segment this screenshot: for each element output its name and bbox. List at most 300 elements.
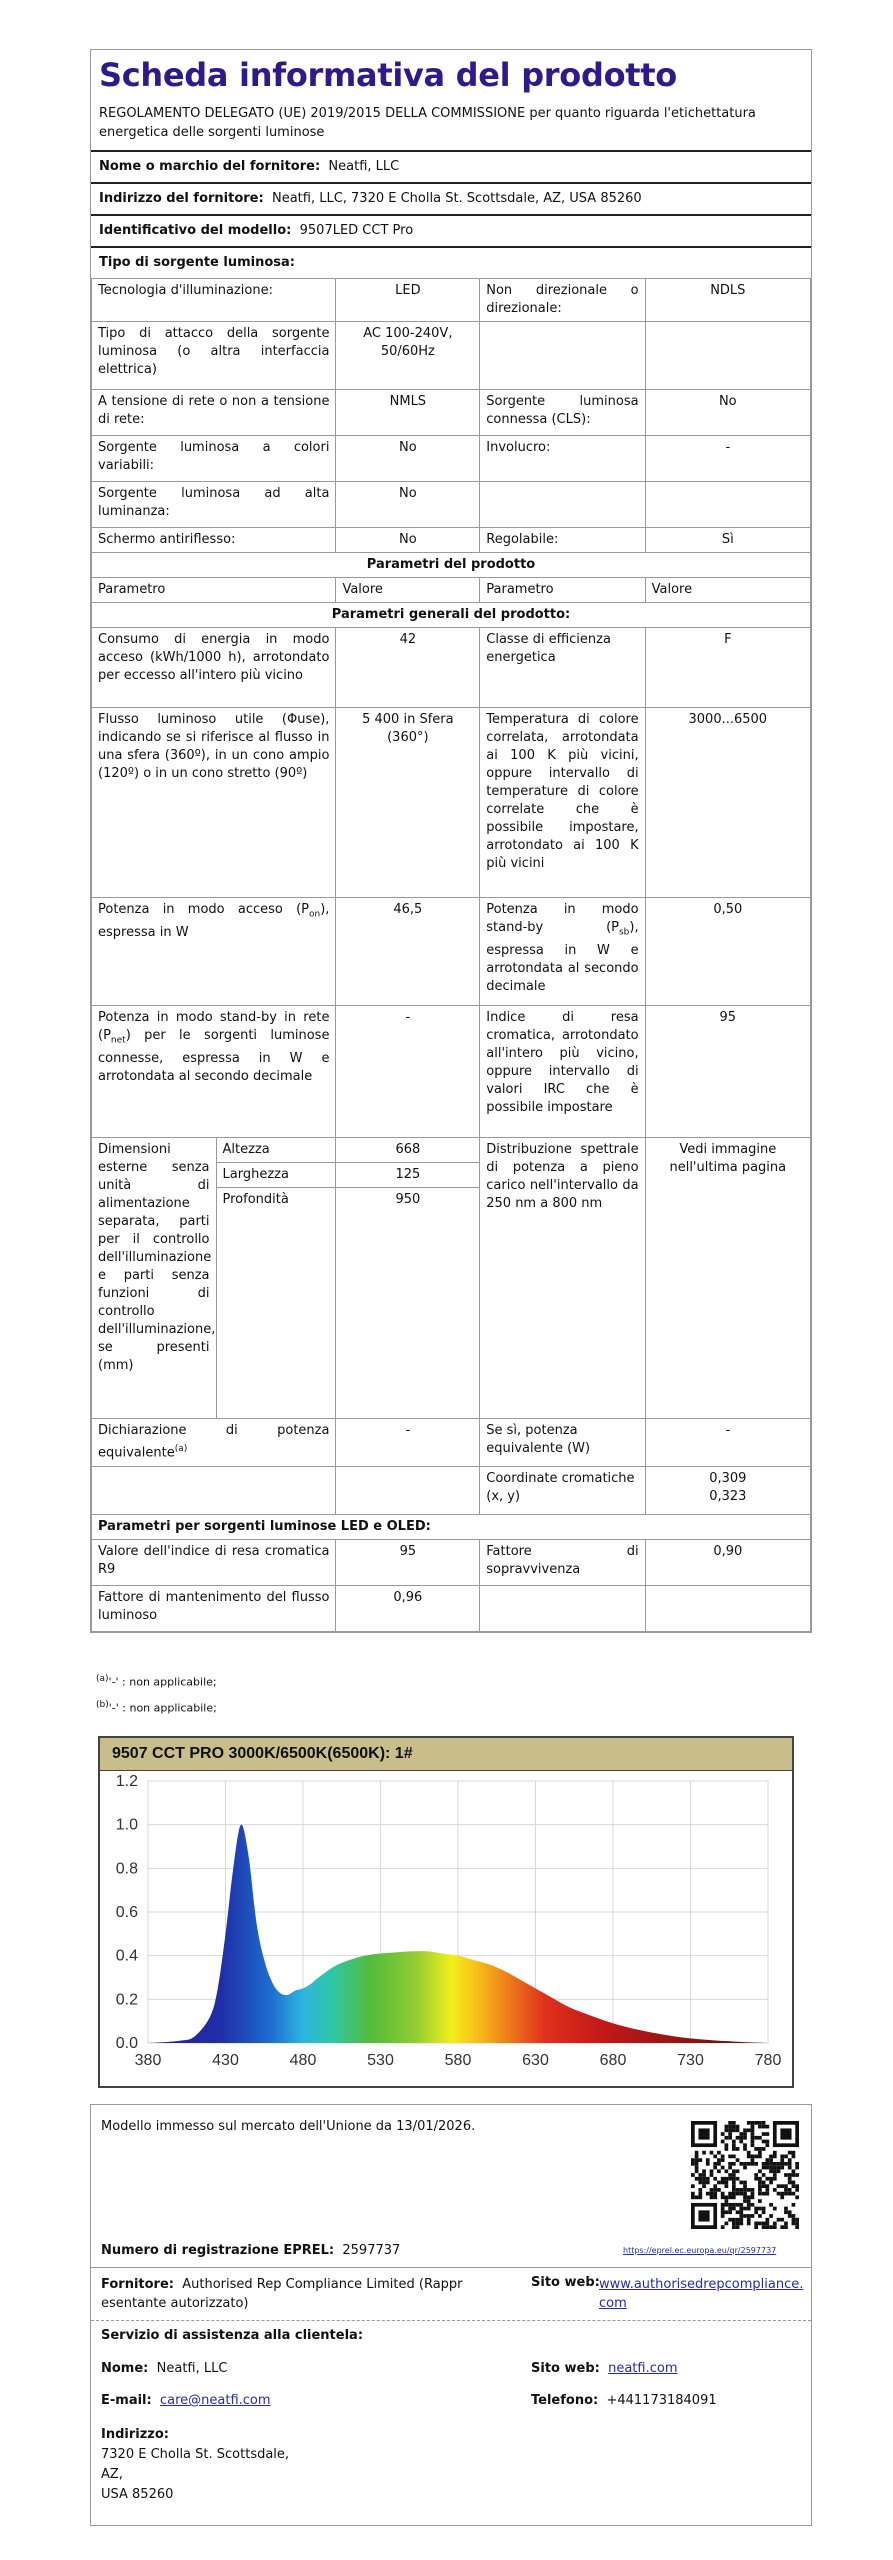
qr-module bbox=[792, 2214, 796, 2218]
qr-module bbox=[765, 2225, 769, 2229]
qr-module bbox=[721, 2155, 725, 2159]
qr-module bbox=[788, 2162, 792, 2166]
spectrum-chart-box bbox=[98, 1736, 794, 2088]
standby-power-text-a: Potenza in modo stand-by (P bbox=[486, 902, 639, 935]
footnote-a-mark: (a) bbox=[96, 1674, 109, 1684]
qr-module bbox=[777, 2166, 781, 2170]
qr-module bbox=[713, 2177, 717, 2181]
service-phone-label: Telefono: bbox=[531, 2393, 599, 2408]
qr-module bbox=[728, 2166, 732, 2170]
qr-module bbox=[765, 2143, 769, 2147]
qr-module bbox=[751, 2214, 755, 2218]
qr-module bbox=[736, 2125, 740, 2129]
model-id-label: Identificativo del modello: bbox=[99, 223, 292, 238]
qr-module bbox=[788, 2181, 792, 2185]
y-tick-label: 1.2 bbox=[115, 1773, 138, 1790]
qr-module bbox=[792, 2192, 796, 2196]
qr-module bbox=[758, 2147, 762, 2151]
eprel-qr-link[interactable]: https://eprel.ec.europa.eu/qr/2597737 bbox=[623, 2246, 777, 2255]
source-label-1: Tipo di attacco della sorgente luminosa (o altra interfaccia elettrica) bbox=[92, 322, 336, 390]
qr-module bbox=[769, 2214, 773, 2218]
x-tick-label: 730 bbox=[677, 2052, 704, 2069]
width-label: Larghezza bbox=[216, 1163, 335, 1188]
qr-module bbox=[758, 2207, 762, 2211]
spectrum-chart bbox=[100, 1771, 788, 2083]
equivalent-power-value: - bbox=[336, 1419, 480, 1467]
qr-module bbox=[758, 2181, 762, 2185]
qr-module bbox=[695, 2169, 699, 2173]
qr-module bbox=[769, 2158, 773, 2162]
qr-module bbox=[702, 2177, 706, 2181]
qr-module bbox=[721, 2214, 725, 2218]
qr-module bbox=[758, 2177, 762, 2181]
chromaticity-label: Coordinate cromatiche (x, y) bbox=[480, 1467, 645, 1515]
qr-module bbox=[751, 2121, 755, 2125]
qr-module bbox=[743, 2195, 747, 2199]
qr-module bbox=[728, 2177, 732, 2181]
footnote-b bbox=[96, 1694, 217, 1720]
service-email-link[interactable]: care@neatfi.com bbox=[159, 2393, 271, 2408]
eprel-registration bbox=[101, 2243, 400, 2258]
qr-module bbox=[795, 2166, 799, 2170]
qr-module bbox=[710, 2192, 714, 2196]
qr-module bbox=[773, 2207, 777, 2211]
qr-module bbox=[702, 2169, 706, 2173]
depth-label: Profondità bbox=[222, 1192, 289, 1207]
qr-module bbox=[725, 2147, 729, 2151]
qr-module bbox=[732, 2121, 736, 2125]
dimensions-cell bbox=[92, 1138, 336, 1419]
dimensions-inner-table bbox=[92, 1138, 335, 1418]
qr-module bbox=[713, 2188, 717, 2192]
qr-module bbox=[695, 2158, 699, 2162]
standby-power-label bbox=[480, 898, 645, 1006]
supplier-name-value: Neatfi, LLC bbox=[328, 159, 400, 174]
survival-factor-value: 0,90 bbox=[645, 1540, 810, 1586]
qr-module bbox=[732, 2225, 736, 2229]
qr-module bbox=[754, 2155, 758, 2159]
col-header-value-2: Valore bbox=[645, 578, 810, 603]
qr-module bbox=[784, 2192, 788, 2196]
qr-module bbox=[754, 2210, 758, 2214]
supplier-address-value: Neatfi, LLC, 7320 E Cholla St. Scottsdale, AZ, USA 85260 bbox=[271, 191, 642, 206]
eprel-label bbox=[90, 2104, 812, 2526]
source-type-rows bbox=[92, 279, 811, 553]
qr-module bbox=[732, 2207, 736, 2211]
qr-module bbox=[777, 2169, 781, 2173]
source-type-row bbox=[92, 436, 811, 482]
qr-module bbox=[743, 2199, 747, 2203]
qr-module bbox=[725, 2128, 729, 2132]
qr-module bbox=[736, 2169, 740, 2173]
service-phone-row bbox=[531, 2393, 717, 2408]
on-mode-power-label bbox=[92, 898, 336, 1006]
qr-module bbox=[765, 2192, 769, 2196]
qr-module bbox=[762, 2184, 766, 2188]
source-value-1: No bbox=[336, 436, 480, 482]
qr-module bbox=[736, 2177, 740, 2181]
qr-module bbox=[721, 2195, 725, 2199]
qr-module bbox=[732, 2188, 736, 2192]
service-name-label: Nome: bbox=[101, 2361, 149, 2376]
qr-module bbox=[788, 2188, 792, 2192]
qr-module bbox=[751, 2128, 755, 2132]
qr-module bbox=[691, 2192, 695, 2196]
qr-module bbox=[739, 2218, 743, 2222]
qr-module bbox=[721, 2181, 725, 2185]
qr-module bbox=[762, 2173, 766, 2177]
qr-module bbox=[747, 2214, 751, 2218]
standby-power-text-b: ), espressa in W e arrotondata al secondo decimale bbox=[486, 920, 639, 994]
service-web-label: Sito web: bbox=[531, 2361, 600, 2376]
source-type-row bbox=[92, 390, 811, 436]
qr-module bbox=[739, 2136, 743, 2140]
qr-module bbox=[762, 2222, 766, 2226]
qr-module bbox=[762, 2210, 766, 2214]
standby-power-sub: sb bbox=[618, 927, 630, 938]
chromaticity-y: 0,323 bbox=[709, 1489, 747, 1504]
qr-module bbox=[773, 2166, 777, 2170]
flux-maintenance-label: Fattore di mantenimento del flusso luminoso bbox=[92, 1586, 336, 1632]
qr-module bbox=[751, 2136, 755, 2140]
qr-module bbox=[725, 2125, 729, 2129]
qr-module bbox=[751, 2162, 755, 2166]
y-tick-labels bbox=[116, 1773, 138, 2052]
qr-module bbox=[758, 2184, 762, 2188]
qr-module bbox=[717, 2181, 721, 2185]
qr-module bbox=[743, 2132, 747, 2136]
qr-module bbox=[780, 2155, 784, 2159]
source-label-2: Sorgente luminosa connessa (CLS): bbox=[480, 390, 645, 436]
market-date-text: Modello immesso sul mercato dell'Unione da 13/01/2026. bbox=[101, 2119, 476, 2134]
authorised-rep-web-label-text: Sito web: bbox=[531, 2275, 600, 2290]
qr-module bbox=[792, 2173, 796, 2177]
y-tick-label: 0.4 bbox=[115, 1947, 138, 1965]
qr-module bbox=[747, 2188, 751, 2192]
qr-module bbox=[717, 2158, 721, 2162]
footnote-a bbox=[96, 1668, 217, 1694]
qr-module bbox=[732, 2140, 736, 2144]
qr-module bbox=[773, 2177, 777, 2181]
qr-module bbox=[728, 2132, 732, 2136]
qr-module bbox=[754, 2162, 758, 2166]
qr-module bbox=[743, 2181, 747, 2185]
qr-module bbox=[732, 2184, 736, 2188]
source-label-2 bbox=[480, 322, 645, 390]
qr-module bbox=[762, 2207, 766, 2211]
service-address-line-1: 7320 E Cholla St. Scottsdale, bbox=[101, 2447, 290, 2462]
source-value-2: No bbox=[645, 390, 810, 436]
source-value-2 bbox=[645, 322, 810, 390]
qr-module bbox=[780, 2184, 784, 2188]
qr-module bbox=[732, 2125, 736, 2129]
qr-module bbox=[769, 2155, 773, 2159]
qr-module bbox=[721, 2225, 725, 2229]
qr-module bbox=[743, 2184, 747, 2188]
qr-module bbox=[739, 2203, 743, 2207]
qr-module bbox=[747, 2121, 751, 2125]
general-params-heading: Parametri generali del prodotto: bbox=[92, 603, 811, 628]
qr-module bbox=[710, 2151, 714, 2155]
specs-table bbox=[91, 278, 811, 1632]
qr-module bbox=[732, 2218, 736, 2222]
qr-module bbox=[747, 2207, 751, 2211]
source-value-2: Sì bbox=[645, 528, 810, 553]
equivalent-power-text: Dichiarazione di potenza equivalente bbox=[98, 1423, 330, 1461]
network-standby-text-b: ) per le sorgenti luminose connesse, espressa in W e arrotondata al secondo decimale bbox=[98, 1028, 330, 1084]
qr-module bbox=[784, 2173, 788, 2177]
y-tick-label: 0.8 bbox=[115, 1860, 138, 1878]
authorised-rep-web-link[interactable]: www.authorisedrepcompliance.com bbox=[599, 2277, 804, 2311]
page-title: Scheda informativa del prodotto bbox=[99, 56, 677, 94]
supplier-address-row bbox=[91, 182, 811, 214]
qr-module bbox=[728, 2128, 732, 2132]
useful-flux-label: Flusso luminoso utile (Φuse), indicando se si riferisce al flusso in una sfera (360º), in un cono ampio (120º) o in un cono stretto (90º) bbox=[92, 708, 336, 898]
depth-value: 950 bbox=[395, 1192, 421, 1207]
qr-module bbox=[784, 2207, 788, 2211]
qr-module bbox=[695, 2195, 699, 2199]
qr-module bbox=[743, 2207, 747, 2211]
dimensions-values-cell bbox=[336, 1138, 480, 1419]
qr-module bbox=[739, 2188, 743, 2192]
qr-module bbox=[747, 2203, 751, 2207]
qr-module bbox=[721, 2203, 725, 2207]
qr-module bbox=[788, 2210, 792, 2214]
qr-module bbox=[702, 2151, 706, 2155]
cri-value: 95 bbox=[645, 1006, 810, 1138]
qr-module bbox=[769, 2162, 773, 2166]
qr-module bbox=[754, 2222, 758, 2226]
qr-module bbox=[747, 2195, 751, 2199]
y-tick-label: 0.2 bbox=[115, 1991, 138, 2009]
x-tick-label: 680 bbox=[599, 2052, 627, 2069]
qr-module bbox=[769, 2169, 773, 2173]
qr-module bbox=[713, 2192, 717, 2196]
qr-module bbox=[769, 2203, 773, 2207]
source-type-row bbox=[92, 322, 811, 390]
qr-module bbox=[758, 2169, 762, 2173]
qr-module bbox=[762, 2181, 766, 2185]
qr-module bbox=[762, 2125, 766, 2129]
service-phone-value: +441173184091 bbox=[606, 2393, 717, 2408]
qr-module bbox=[762, 2121, 766, 2125]
qr-module bbox=[784, 2162, 788, 2166]
qr-module bbox=[695, 2155, 699, 2159]
qr-module bbox=[739, 2214, 743, 2218]
height-label: Altezza bbox=[216, 1138, 335, 1163]
qr-module bbox=[743, 2188, 747, 2192]
authorised-rep-value: Authorised Rep Compliance Limited (Rappr esentante autorizzato) bbox=[101, 2277, 463, 2311]
r9-label: Valore dell'indice di resa cromatica R9 bbox=[92, 1540, 336, 1586]
qr-module bbox=[758, 2136, 762, 2140]
qr-module bbox=[728, 2195, 732, 2199]
qr-module bbox=[695, 2166, 699, 2170]
qr-module bbox=[717, 2162, 721, 2166]
qr-module bbox=[788, 2173, 792, 2177]
qr-module bbox=[784, 2155, 788, 2159]
qr-module bbox=[736, 2188, 740, 2192]
x-tick-label: 780 bbox=[754, 2052, 782, 2069]
source-value-1: AC 100-240V, 50/60Hz bbox=[336, 322, 480, 390]
equivalent-power-sup: (a) bbox=[174, 1444, 188, 1454]
qr-module bbox=[754, 2121, 758, 2125]
authorised-rep-label: Fornitore: bbox=[101, 2277, 174, 2292]
source-label-2: Non direzionale o direzionale: bbox=[480, 279, 645, 322]
cri-label: Indice di resa cromatica, arrotondato all'intero più vicino, oppure intervallo di valori IRC che è possibile impostare bbox=[480, 1006, 645, 1138]
qr-module bbox=[758, 2155, 762, 2159]
qr-module bbox=[725, 2143, 729, 2147]
eprel-reg-value: 2597737 bbox=[342, 2243, 401, 2258]
x-tick-label: 580 bbox=[444, 2052, 472, 2069]
qr-module bbox=[725, 2222, 729, 2226]
cct-label: Temperatura di colore correlata, arrotondata ai 100 K più vicini, oppure intervallo di temperature di colore correlate che è possibile impostare, arrotondato ai 100 K più vicini bbox=[480, 708, 645, 898]
customer-service-heading-text: Servizio di assistenza alla clientela: bbox=[101, 2328, 364, 2343]
qr-module bbox=[725, 2199, 729, 2203]
footnote-a-text: '-' : non applicabile; bbox=[108, 1675, 217, 1689]
energy-consumption-label: Consumo di energia in modo acceso (kWh/1000 h), arrotondato per eccesso all'intero più vicino bbox=[92, 628, 336, 708]
qr-module bbox=[717, 2151, 721, 2155]
col-header-param-1: Parametro bbox=[92, 578, 336, 603]
qr-module bbox=[695, 2162, 699, 2166]
service-address-label: Indirizzo: bbox=[101, 2427, 169, 2442]
qr-module bbox=[743, 2162, 747, 2166]
qr-module bbox=[762, 2166, 766, 2170]
equivalent-watt-value: - bbox=[645, 1419, 810, 1467]
qr-module bbox=[728, 2121, 732, 2125]
qr-module bbox=[747, 2222, 751, 2226]
source-value-1: No bbox=[336, 482, 480, 528]
qr-module bbox=[728, 2136, 732, 2140]
qr-module bbox=[710, 2188, 714, 2192]
qr-module bbox=[773, 2222, 777, 2226]
qr-module bbox=[751, 2143, 755, 2147]
qr-module bbox=[792, 2155, 796, 2159]
x-tick-label: 380 bbox=[134, 2052, 162, 2069]
qr-module bbox=[762, 2225, 766, 2229]
source-label-1: Tecnologia d'illuminazione: bbox=[92, 279, 336, 322]
qr-module bbox=[698, 2173, 702, 2177]
qr-module bbox=[710, 2173, 714, 2177]
source-value-2 bbox=[645, 482, 810, 528]
qr-code-icon[interactable] bbox=[691, 2121, 799, 2229]
qr-module bbox=[777, 2184, 781, 2188]
qr-module bbox=[777, 2218, 781, 2222]
qr-module bbox=[706, 2181, 710, 2185]
service-web-link[interactable]: neatfi.com bbox=[608, 2361, 678, 2376]
qr-module bbox=[725, 2203, 729, 2207]
standby-power-value: 0,50 bbox=[645, 898, 810, 1006]
qr-module bbox=[751, 2192, 755, 2196]
qr-module bbox=[728, 2155, 732, 2159]
qr-module bbox=[792, 2169, 796, 2173]
qr-module bbox=[743, 2147, 747, 2151]
height-value: 668 bbox=[336, 1138, 479, 1163]
qr-module bbox=[751, 2203, 755, 2207]
qr-module bbox=[698, 2195, 702, 2199]
efficiency-class-label: Classe di efficienza energetica bbox=[480, 628, 645, 708]
qr-module bbox=[736, 2147, 740, 2151]
qr-module bbox=[747, 2151, 751, 2155]
qr-module bbox=[758, 2199, 762, 2203]
network-standby-sub: net bbox=[110, 1035, 126, 1046]
qr-module bbox=[698, 2128, 709, 2139]
energy-consumption-value: 42 bbox=[336, 628, 480, 708]
qr-module bbox=[739, 2162, 743, 2166]
qr-module bbox=[795, 2222, 799, 2226]
qr-module bbox=[728, 2207, 732, 2211]
source-type-heading bbox=[91, 246, 811, 278]
source-value-2: - bbox=[645, 436, 810, 482]
qr-module bbox=[739, 2192, 743, 2196]
service-email-label: E-mail: bbox=[101, 2393, 152, 2408]
service-web-row bbox=[531, 2361, 677, 2376]
qr-module bbox=[713, 2184, 717, 2188]
footnote-b-mark: (b) bbox=[96, 1699, 109, 1710]
qr-module bbox=[795, 2173, 799, 2177]
qr-module bbox=[739, 2222, 743, 2226]
qr-module bbox=[754, 2136, 758, 2140]
qr-module bbox=[792, 2222, 796, 2226]
qr-module bbox=[728, 2210, 732, 2214]
qr-module bbox=[736, 2158, 740, 2162]
qr-module bbox=[792, 2181, 796, 2185]
qr-module bbox=[777, 2192, 781, 2196]
qr-module bbox=[743, 2136, 747, 2140]
qr-module bbox=[792, 2184, 796, 2188]
model-id-row bbox=[91, 214, 811, 246]
qr-module bbox=[725, 2177, 729, 2181]
chromaticity-value bbox=[645, 1467, 810, 1515]
qr-module bbox=[713, 2166, 717, 2170]
x-tick-label: 480 bbox=[289, 2052, 317, 2069]
qr-module bbox=[751, 2140, 755, 2144]
qr-module bbox=[780, 2195, 784, 2199]
authorised-rep-web-label bbox=[531, 2275, 600, 2290]
qr-module bbox=[695, 2151, 699, 2155]
useful-flux-value: 5 400 in Sfera (360°) bbox=[336, 708, 480, 898]
qr-module bbox=[765, 2158, 769, 2162]
footnote-b-text: '-' : non applicabile; bbox=[108, 1701, 217, 1715]
service-name-row bbox=[101, 2361, 227, 2376]
qr-module bbox=[747, 2128, 751, 2132]
service-address bbox=[101, 2425, 289, 2505]
qr-module bbox=[780, 2218, 784, 2222]
led-params-heading: Parametri per sorgenti luminose LED e OLED: bbox=[92, 1515, 811, 1540]
qr-module bbox=[717, 2169, 721, 2173]
qr-module bbox=[743, 2214, 747, 2218]
source-type-row bbox=[92, 279, 811, 322]
service-address-line-2: AZ, bbox=[101, 2467, 123, 2482]
col-header-param-2: Parametro bbox=[480, 578, 645, 603]
qr-module bbox=[751, 2132, 755, 2136]
qr-module bbox=[717, 2188, 721, 2192]
on-mode-power-sub: on bbox=[309, 909, 321, 920]
qr-module bbox=[747, 2155, 751, 2159]
qr-module bbox=[698, 2181, 702, 2185]
spectral-distribution-label: Distribuzione spettrale di potenza a pieno carico nell'intervallo da 250 nm a 800 nm bbox=[480, 1138, 645, 1419]
supplier-name-row bbox=[91, 150, 811, 182]
qr-module bbox=[691, 2158, 695, 2162]
on-mode-power-text-a: Potenza in modo acceso (P bbox=[98, 902, 310, 917]
qr-module bbox=[765, 2218, 769, 2222]
qr-module bbox=[758, 2192, 762, 2196]
qr-module bbox=[691, 2162, 695, 2166]
qr-module bbox=[780, 2158, 784, 2162]
qr-module bbox=[732, 2173, 736, 2177]
service-address-line-3: USA 85260 bbox=[101, 2487, 174, 2502]
qr-module bbox=[739, 2181, 743, 2185]
source-value-1: LED bbox=[336, 279, 480, 322]
